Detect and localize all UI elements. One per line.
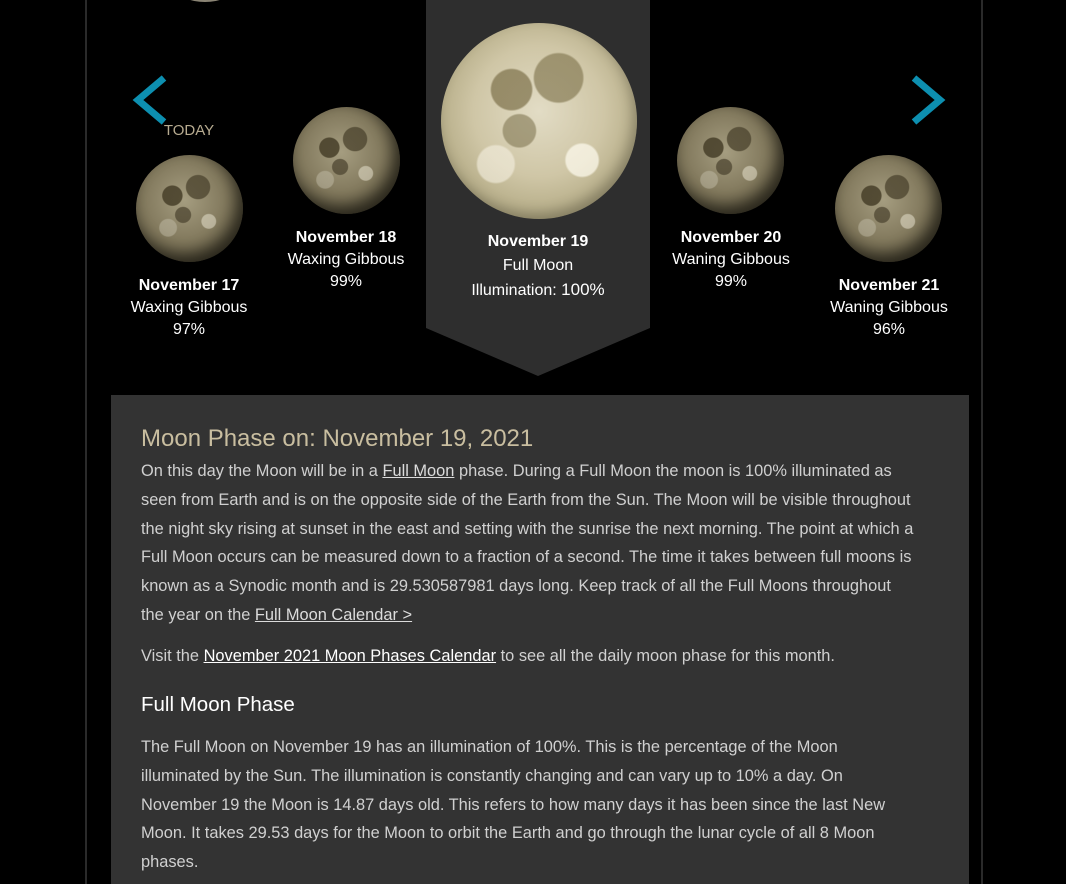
day-card-nov-18[interactable] (271, 227, 421, 293)
intro-paragraph (141, 457, 916, 630)
day-card-nov-21[interactable] (814, 275, 964, 341)
day-illumination: 99% (329, 273, 363, 290)
day-date: November 18 (295, 229, 397, 246)
selected-day-date: November 19 (487, 233, 589, 250)
moon-image-nov-20[interactable] (677, 107, 784, 214)
full-moon-phase-paragraph: The Full Moon on November 19 has an illumination of 100%. This is the percentage of the Moon illuminated by the Sun. The illumination is constantly changing and can vary up to 10% a day. On November 19 the Moon is 14.87 days old. This refers to how many days it has been since the last New Moon. It takes 29.53 days for the Moon to orbit the Earth and go through the lunar cycle of all 8 Moon phases. (141, 738, 886, 872)
day-phase: Waxing Gibbous (287, 251, 405, 268)
full-moon-link[interactable]: Full Moon (382, 462, 455, 480)
day-illumination: 99% (714, 273, 748, 290)
day-card-nov-17[interactable] (114, 275, 264, 341)
moon-image-nov-19 (441, 23, 637, 219)
frame-left-border (85, 0, 87, 884)
chevron-right-icon (908, 72, 948, 128)
moon-image-nov-17[interactable] (136, 155, 243, 262)
today-label: TODAY (163, 122, 215, 139)
day-date: November 21 (838, 277, 940, 294)
section-title: Full Moon Phase (141, 693, 295, 716)
full-moon-calendar-link[interactable]: Full Moon Calendar > (254, 605, 413, 624)
day-illumination: 97% (172, 321, 206, 338)
chevron-left-icon (130, 72, 170, 128)
frame-right-border (981, 0, 983, 884)
intro-text-1: On this day the Moon will be in a (141, 462, 383, 480)
day-phase: Waning Gibbous (672, 251, 790, 268)
day-phase: Waning Gibbous (830, 299, 948, 316)
illumination-value: 100% (561, 280, 605, 299)
selected-day-phase: Full Moon (502, 257, 574, 274)
day-date: November 20 (680, 229, 782, 246)
selected-day-illumination (426, 278, 650, 303)
monthly-calendar-link[interactable]: November 2021 Moon Phases Calendar (203, 647, 497, 665)
selected-day-info (426, 230, 650, 303)
calendar-text-2: to see all the daily moon phase for this month. (496, 647, 835, 665)
page-title: Moon Phase on: November 19, 2021 (141, 425, 534, 452)
calendar-paragraph (141, 642, 916, 671)
day-illumination: 96% (872, 321, 906, 338)
selected-day-panel[interactable] (426, 0, 650, 376)
illumination-label: Illumination: (471, 282, 557, 299)
day-card-nov-20[interactable] (656, 227, 806, 293)
intro-text-2: phase. During a Full Moon the moon is 100% illuminated as seen from Earth and is on the opposite side of the Earth from the Sun. The Moon will be visible throughout the night sky rising at sunset in the east and setting with the sunrise the next morning. The point at which a Full Moon occurs can be measured down to a fraction of a second. The time it takes between full moons is known as a Synodic month and is 29.530587981 days long. Keep track of all the Full Moons throughout the year on the (141, 462, 914, 624)
previous-days-button[interactable] (130, 72, 170, 128)
moon-image-nov-21[interactable] (835, 155, 942, 262)
moon-image-nov-18[interactable] (293, 107, 400, 214)
calendar-text-1: Visit the (141, 647, 204, 665)
day-date: November 17 (138, 277, 240, 294)
next-days-button[interactable] (908, 72, 948, 128)
day-phase: Waxing Gibbous (130, 299, 248, 316)
moon-phase-details (111, 395, 969, 884)
